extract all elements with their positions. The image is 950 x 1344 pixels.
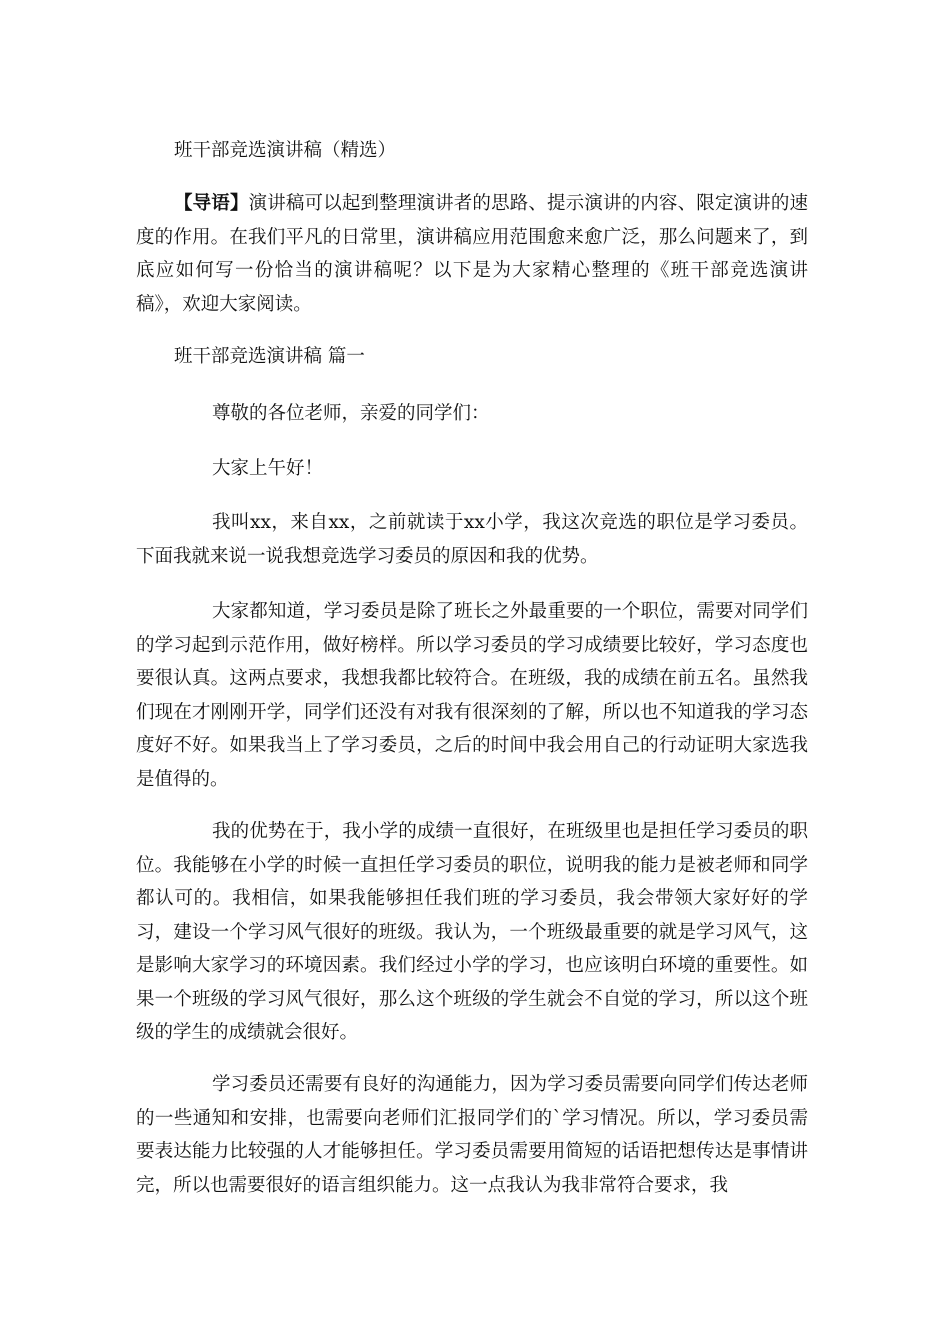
salutation-paragraph: 尊敬的各位老师，亲爱的同学们：	[212, 403, 490, 424]
section-heading: 班干部竞选演讲稿 篇一	[174, 346, 365, 367]
intro-text: 演讲稿可以起到整理演讲者的思路、提示演讲的内容、限定演讲的速度的作用。在我们平凡的日常里，演讲稿应用范围愈来愈广泛，那么问题来了，到底应如何写一份恰当的演讲稿呢？以下是为大家精心整理的《班干部竞选演讲稿》，欢迎大家阅读。	[136, 193, 808, 315]
intro-tag: 【导语】	[174, 193, 249, 214]
greeting-paragraph: 大家上午好！	[212, 458, 324, 479]
body-paragraph: 我叫xx，来自xx，之前就读于xx小学，我这次竞选的职位是学习委员。下面我就来说一说我想竞选学习委员的原因和我的优势。	[136, 512, 808, 567]
body-paragraph: 大家都知道，学习委员是除了班长之外最重要的一个职位，需要对同学们的学习起到示范作用，做好榜样。所以学习委员的学习成绩要比较好，学习态度也要很认真。这两点要求，我想我都比较符合。在班级，我的成绩在前五名。虽然我们现在才刚刚开学，同学们还没有对我有很深刻的了解，所以也不知道我的学习态度好不好。如果我当上了学习委员，之后的时间中我会用自己的行动证明大家选我是值得的。	[136, 601, 808, 790]
body-paragraph: 我的优势在于，我小学的成绩一直很好，在班级里也是担任学习委员的职位。我能够在小学的时候一直担任学习委员的职位，说明我的能力是被老师和同学都认可的。我相信，如果我能够担任我们班的学习委员，我会带领大家好好的学习，建设一个学习风气很好的班级。我认为，一个班级最重要的就是学习风气，这是影响大家学习的环境因素。我们经过小学的学习，也应该明白环境的重要性。如果一个班级的学习风气很好，那么这个班级的学生就会不自觉的学习，所以这个班级的学生的成绩就会很好。	[136, 821, 808, 1043]
intro-paragraph	[136, 187, 808, 321]
body-paragraph: 学习委员还需要有良好的沟通能力，因为学习委员需要向同学们传达老师的一些通知和安排，也需要向老师们汇报同学们的`学习情况。所以，学习委员需要表达能力比较强的人才能够担任。学习委员需要用简短的话语把想传达是事情讲完，所以也需要很好的语言组织能力。这一点我认为我非常符合要求，我	[136, 1074, 808, 1196]
document-title: 班干部竞选演讲稿（精选）	[174, 140, 397, 161]
